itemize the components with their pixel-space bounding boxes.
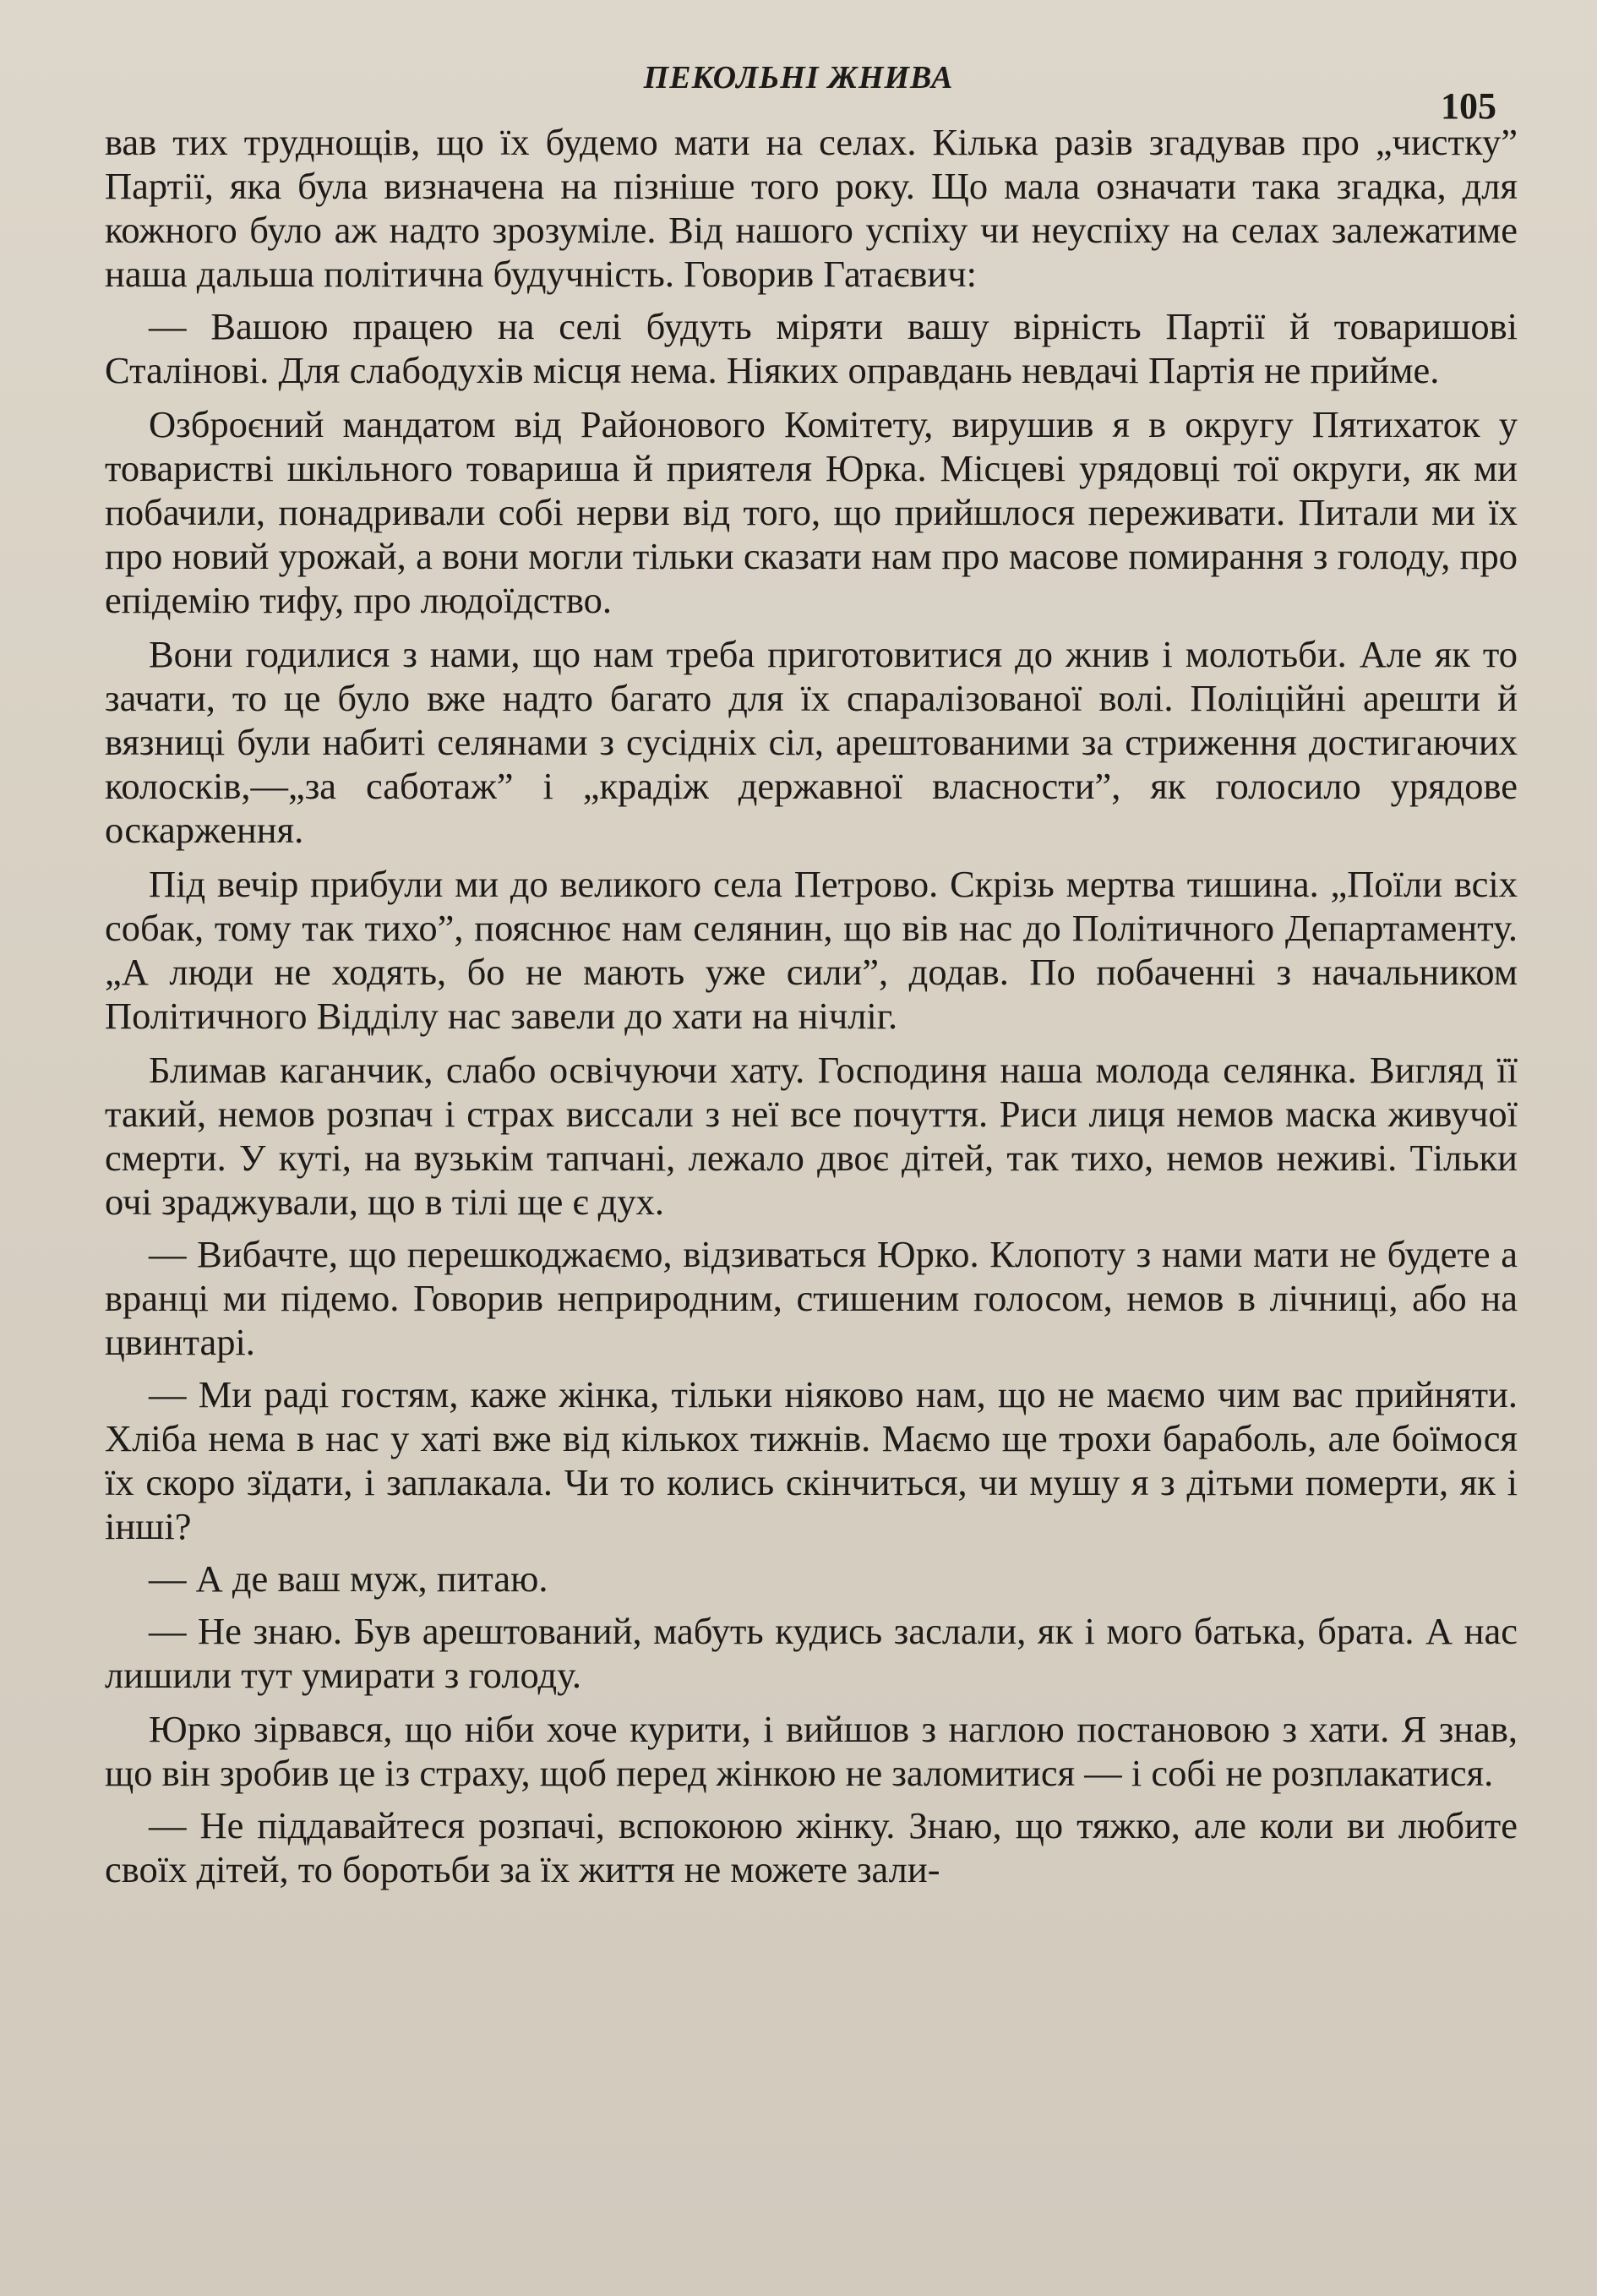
paragraph-8: — Ми раді гостям, каже жінка, тільки ніяково нам, що не маємо чим вас прийняти. Хліба нема в нас у хаті вже від кількох тижнів. Маємо ще трохи бараболь, але боїмося їх скоро зїдати, і заплакала. Чи то колись скінчиться, чи мушу я з дітьми померти, як і інші?: [105, 1373, 1518, 1547]
page-number: 105: [1441, 85, 1496, 127]
paragraph-7: — Вибачте, що перешкоджаємо, відзиваться Юрко. Клопоту з нами мати не будете а вранці ми підемо. Говорив неприродним, стишеним голосом, немов в лічниці, або на цвинтарі.: [105, 1233, 1518, 1363]
paragraph-3: Озброєний мандатом від Районового Комітету, вирушив я в округу Пятихаток у товаристві шкільного товариша й приятеля Юрка. Місцеві урядовці тої округи, як ми побачили, понадривали собі нерви від того, що прийшлося переживати. Питали ми їх про новий урожай, а вони могли тільки сказати нам про масове помирання з голоду, про епідемію тифу, про людоїдство.: [105, 403, 1518, 621]
paragraph-12: — Не піддавайтеся розпачі, вспокоюю жінку. Знаю, що тяжко, але коли ви любите своїх дітей, то боротьби за їх життя не можете зали-: [105, 1804, 1518, 1890]
paragraph-5: Під вечір прибули ми до великого села Петрово. Скрізь мертва тишина. „Поїли всіх собак, тому так тихо”, пояснює нам селянин, що вів нас до Політичного Департаменту. „А люди не ходять, бо не мають уже сили”, додав. По побаченні з начальником Політичного Відділу нас завели до хати на нічліг.: [105, 863, 1518, 1037]
paragraph-11: Юрко зірвався, що ніби хоче курити, і вийшов з наглою постановою з хати. Я знав, що він зробив це із страху, щоб перед жінкою не заломитися — і собі не розплакатися.: [105, 1708, 1518, 1794]
paragraph-2: — Вашою працею на селі будуть міряти вашу вірність Партії й товаришові Сталінові. Для слабодухів місця нема. Ніяких оправдань невдачі Партія не прийме.: [105, 305, 1518, 391]
paragraph-9: — А де ваш муж, питаю.: [149, 1557, 548, 1600]
paragraph-4: Вони годилися з нами, що нам треба приготовитися до жнив і молотьби. Але як то зачати, то це було вже надто багато для їх спаралізованої волі. Поліційні арешти й вязниці були набиті селянами з сусідніх сіл, арештованими за стриження достигаючих колосків,—„за саботаж” і „крадіж державної власности”, як голосило урядове оскарження.: [105, 633, 1518, 851]
body-text: [105, 120, 1518, 1891]
paragraph-1: вав тих труднощів, що їх будемо мати на селах. Кілька разів згадував про „чистку” Партії, яка була визначена на пізніше того року. Що мала означати така згадка, для кожного було аж надто зрозуміле. Від нашого успіху чи неуспіху на селах залежатиме наша дальша політична будучність. Говорив Гатаєвич:: [105, 121, 1518, 295]
running-title: ПЕКОЛЬНІ ЖНИВА: [643, 60, 954, 95]
paragraph-6: Блимав каганчик, слабо освічуючи хату. Господиня наша молода селянка. Вигляд її такий, немов розпач і страх виссали з неї все почуття. Риси лиця немов маска живучої смерти. У куті, на вузькім тапчані, лежало двоє дітей, так тихо, немов неживі. Тільки очі зраджували, що в тілі ще є дух.: [105, 1049, 1518, 1223]
paragraph-10: — Не знаю. Був арештований, мабуть кудись заслали, як і мого батька, брата. А нас лишили тут умирати з голоду.: [105, 1610, 1518, 1696]
